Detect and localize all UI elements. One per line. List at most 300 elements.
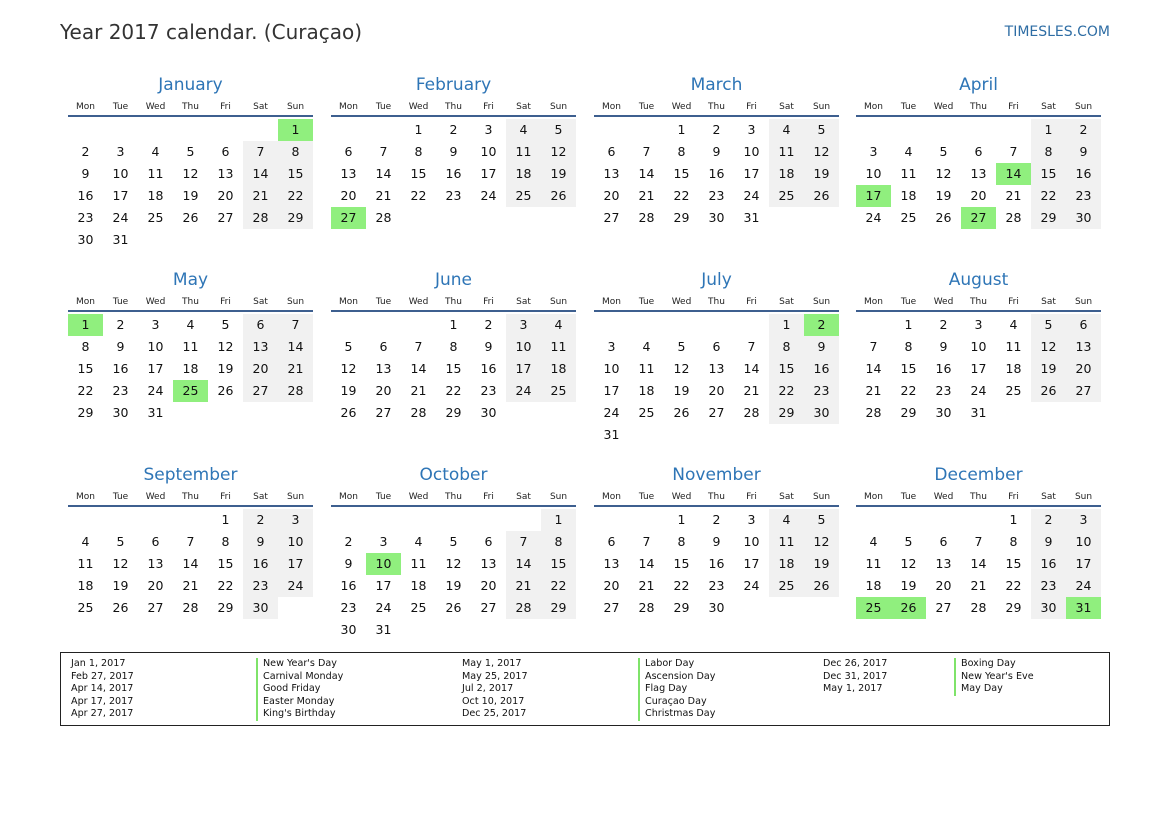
day-cell: 19 [445,578,462,593]
day-cell: 13 [1066,336,1101,358]
weekday-label: Sun [549,492,568,502]
day-cell: 28 [375,210,392,225]
site-link[interactable]: TIMESLES.COM [1004,24,1110,40]
weekday-label: Sun [286,102,305,112]
day-cell: 11 [900,166,917,181]
weekday-label: Fri [746,297,757,307]
day-cell: 9 [484,339,493,354]
holiday-day-cell: 17 [856,185,891,207]
day-cell: 18 [147,188,164,203]
weekday-label: Sat [516,492,531,502]
day-cell: 1 [449,317,458,332]
day-cell: 25 [638,405,655,420]
weekday-header [68,487,313,507]
weekday-label: Sun [549,297,568,307]
day-cell: 6 [221,144,230,159]
day-cell: 23 [708,188,725,203]
weekday-header [856,97,1101,117]
day-cell: 28 [278,380,313,402]
weekday-label: Wed [408,492,429,502]
day-cell: 3 [869,144,878,159]
day-cell: 21 [243,185,278,207]
day-cell: 10 [1066,531,1101,553]
day-cell: 15 [1005,556,1022,571]
weekday-label: Thu [445,297,462,307]
day-cell: 3 [151,317,160,332]
day-cell: 2 [712,512,721,527]
legend-names-col-2 [638,658,715,721]
day-cell: 8 [221,534,230,549]
day-cell: 20 [1066,358,1101,380]
day-cell: 30 [77,232,94,247]
month-title: March [690,75,743,95]
day-cell: 20 [375,383,392,398]
month-december [856,463,1101,619]
day-cell: 12 [182,166,199,181]
holiday-day-cell: 27 [961,207,996,229]
day-cell: 3 [116,144,125,159]
legend-dates-col-2 [462,658,528,721]
day-cell: 15 [77,361,94,376]
day-cell: 8 [81,339,90,354]
weekday-label: Fri [746,102,757,112]
day-cell: 24 [970,383,987,398]
day-cell: 16 [1031,553,1066,575]
day-cell: 29 [278,207,313,229]
day-cell: 9 [449,144,458,159]
holiday-name: Good Friday [256,683,343,696]
weekday-label: Sat [1041,297,1056,307]
day-cell: 15 [769,358,804,380]
month-title: May [172,270,209,290]
day-cell: 2 [712,122,721,137]
day-cell: 17 [375,578,392,593]
day-cell: 9 [344,556,353,571]
day-cell: 18 [769,163,804,185]
day-cell: 23 [480,383,497,398]
day-cell: 30 [1066,207,1101,229]
day-cell: 17 [506,358,541,380]
weekday-label: Mon [602,297,621,307]
day-cell: 3 [278,509,313,531]
day-cell: 17 [970,361,987,376]
day-cell: 6 [484,534,493,549]
day-cell: 12 [804,141,839,163]
day-cell: 2 [243,509,278,531]
day-cell: 23 [340,600,357,615]
day-cell: 7 [506,531,541,553]
day-grid [856,507,1101,619]
day-cell: 13 [935,556,952,571]
holiday-name: Boxing Day [954,658,1034,671]
day-cell: 26 [935,210,952,225]
weekday-label: Thu [708,102,725,112]
day-cell: 18 [638,383,655,398]
month-june [331,268,576,424]
day-cell: 5 [1031,314,1066,336]
day-cell: 23 [77,210,94,225]
month-november [594,463,839,619]
day-cell: 17 [1066,553,1101,575]
holiday-name: King's Birthday [256,708,343,721]
holiday-day-cell: 31 [1066,597,1101,619]
holiday-date: Oct 10, 2017 [462,695,525,707]
day-cell: 22 [278,185,313,207]
day-cell: 22 [445,383,462,398]
weekday-label: Fri [483,492,494,502]
weekday-label: Fri [1008,297,1019,307]
day-cell: 28 [1005,210,1022,225]
weekday-label: Tue [375,102,392,112]
day-cell: 10 [865,166,882,181]
month-august [856,268,1101,424]
day-cell: 13 [480,556,497,571]
holiday-name: May Day [954,683,1034,696]
day-cell: 19 [935,188,952,203]
weekday-header [856,292,1101,312]
day-grid [856,117,1101,229]
weekday-label: Sun [1074,492,1093,502]
day-cell: 29 [769,402,804,424]
holiday-day-cell: 10 [366,553,401,575]
day-cell: 4 [869,534,878,549]
weekday-label: Wed [145,492,166,502]
day-cell: 9 [939,339,948,354]
day-cell: 11 [541,336,576,358]
day-cell: 25 [147,210,164,225]
day-cell: 17 [743,556,760,571]
day-grid [331,117,576,229]
weekday-label: Tue [112,102,129,112]
day-cell: 8 [449,339,458,354]
day-cell: 18 [541,358,576,380]
day-cell: 29 [77,405,94,420]
month-title: November [672,465,761,485]
day-cell: 3 [607,339,616,354]
weekday-label: Thu [970,297,987,307]
day-cell: 1 [541,509,576,531]
weekday-label: Sun [286,297,305,307]
weekday-label: Sat [779,492,794,502]
day-cell: 14 [375,166,392,181]
holiday-date: Feb 27, 2017 [71,670,134,682]
day-cell: 7 [747,339,756,354]
day-cell: 4 [1009,317,1018,332]
weekday-label: Thu [970,492,987,502]
holiday-legend [60,652,1110,726]
day-grid [68,507,313,619]
weekday-label: Tue [900,492,917,502]
weekday-label: Thu [708,492,725,502]
month-title: August [948,270,1009,290]
day-cell: 12 [541,141,576,163]
day-cell: 10 [278,531,313,553]
day-cell: 3 [747,512,756,527]
day-cell: 17 [112,188,129,203]
weekday-label: Wed [671,102,692,112]
day-cell: 13 [217,166,234,181]
day-cell: 24 [506,380,541,402]
day-cell: 25 [769,185,804,207]
weekday-label: Thu [182,297,199,307]
day-cell: 5 [677,339,686,354]
weekday-label: Sun [1074,102,1093,112]
day-cell: 5 [904,534,913,549]
day-cell: 19 [217,361,234,376]
weekday-label: Wed [933,492,954,502]
day-cell: 29 [1031,207,1066,229]
holiday-date: Apr 14, 2017 [71,683,134,695]
day-cell: 11 [1005,339,1022,354]
day-cell: 30 [708,600,725,615]
day-grid [68,117,313,251]
day-cell: 26 [804,575,839,597]
day-cell: 11 [182,339,199,354]
day-cell: 12 [900,556,917,571]
day-cell: 18 [182,361,199,376]
day-cell: 28 [506,597,541,619]
day-cell: 24 [743,188,760,203]
day-cell: 4 [541,314,576,336]
day-cell: 29 [900,405,917,420]
day-cell: 15 [278,163,313,185]
day-cell: 13 [708,361,725,376]
day-cell: 26 [112,600,129,615]
day-cell: 16 [708,556,725,571]
weekday-label: Tue [900,297,917,307]
day-cell: 23 [445,188,462,203]
day-cell: 31 [743,210,760,225]
month-title: October [419,465,488,485]
day-cell: 6 [151,534,160,549]
day-cell: 10 [743,144,760,159]
day-cell: 27 [243,380,278,402]
day-cell: 22 [410,188,427,203]
holiday-date: May 1, 2017 [462,658,522,669]
day-cell: 14 [638,166,655,181]
day-cell: 13 [375,361,392,376]
weekday-label: Wed [408,297,429,307]
month-title: April [959,75,998,95]
day-cell: 13 [340,166,357,181]
day-cell: 24 [147,383,164,398]
holiday-date: Apr 27, 2017 [71,708,134,720]
legend-names-col-1 [256,658,343,721]
day-cell: 22 [673,578,690,593]
day-cell: 4 [186,317,195,332]
month-title: July [701,270,732,290]
day-cell: 18 [410,578,427,593]
day-cell: 26 [217,383,234,398]
day-cell: 8 [541,531,576,553]
day-grid [594,117,839,229]
day-cell: 18 [900,188,917,203]
day-cell: 15 [410,166,427,181]
day-cell: 16 [243,553,278,575]
weekday-header [594,292,839,312]
day-cell: 1 [1009,512,1018,527]
day-cell: 7 [186,534,195,549]
day-cell: 18 [865,578,882,593]
day-grid [856,312,1101,424]
day-cell: 2 [939,317,948,332]
day-cell: 27 [480,600,497,615]
weekday-label: Mon [339,102,358,112]
day-cell: 19 [112,578,129,593]
day-cell: 24 [278,575,313,597]
weekday-label: Fri [1008,492,1019,502]
holiday-name: Labor Day [638,658,715,671]
day-cell: 13 [970,166,987,181]
weekday-label: Fri [483,102,494,112]
day-cell: 14 [970,556,987,571]
day-cell: 9 [804,336,839,358]
day-cell: 16 [1066,163,1101,185]
weekday-label: Thu [445,102,462,112]
day-cell: 8 [278,141,313,163]
day-cell: 26 [182,210,199,225]
day-cell: 21 [743,383,760,398]
weekday-header [68,97,313,117]
day-cell: 9 [1066,141,1101,163]
day-cell: 13 [603,556,620,571]
day-cell: 14 [743,361,760,376]
weekday-header [331,97,576,117]
day-cell: 9 [116,339,125,354]
holiday-name: Christmas Day [638,708,715,721]
weekday-header [594,487,839,507]
day-cell: 29 [673,210,690,225]
weekday-label: Sat [253,297,268,307]
day-cell: 28 [243,207,278,229]
day-cell: 19 [804,553,839,575]
holiday-day-cell: 1 [278,119,313,141]
day-cell: 16 [804,358,839,380]
weekday-label: Sat [1041,492,1056,502]
day-cell: 13 [243,336,278,358]
day-cell: 1 [677,122,686,137]
weekday-header [331,292,576,312]
day-cell: 25 [506,185,541,207]
day-cell: 4 [769,509,804,531]
day-cell: 3 [506,314,541,336]
day-cell: 20 [603,578,620,593]
day-cell: 24 [112,210,129,225]
day-cell: 17 [278,553,313,575]
day-cell: 13 [603,166,620,181]
day-cell: 27 [1066,380,1101,402]
day-cell: 15 [541,553,576,575]
month-january [68,73,313,251]
day-cell: 6 [344,144,353,159]
day-cell: 12 [1031,336,1066,358]
weekday-label: Fri [746,492,757,502]
day-cell: 27 [708,405,725,420]
day-cell: 29 [673,600,690,615]
day-cell: 15 [673,556,690,571]
day-cell: 20 [243,358,278,380]
day-cell: 14 [278,336,313,358]
day-cell: 19 [1031,358,1066,380]
day-cell: 7 [642,144,651,159]
day-cell: 28 [865,405,882,420]
day-cell: 15 [673,166,690,181]
holiday-day-cell: 25 [856,597,891,619]
day-cell: 27 [603,210,620,225]
day-cell: 7 [243,141,278,163]
weekday-label: Mon [602,102,621,112]
day-cell: 30 [243,597,278,619]
day-cell: 11 [638,361,655,376]
day-cell: 16 [708,166,725,181]
day-cell: 4 [769,119,804,141]
day-cell: 7 [974,534,983,549]
holiday-date: Dec 25, 2017 [462,708,527,720]
day-cell: 6 [939,534,948,549]
day-cell: 5 [221,317,230,332]
day-cell: 11 [865,556,882,571]
month-february [331,73,576,229]
day-cell: 21 [1005,188,1022,203]
day-cell: 4 [506,119,541,141]
day-cell: 10 [970,339,987,354]
weekday-label: Wed [145,102,166,112]
day-cell: 14 [410,361,427,376]
holiday-name: New Year's Eve [954,671,1034,684]
day-cell: 23 [112,383,129,398]
day-cell: 24 [865,210,882,225]
day-cell: 31 [375,622,392,637]
holiday-date: May 1, 2017 [823,683,883,695]
weekday-label: Sat [779,297,794,307]
day-cell: 16 [77,188,94,203]
day-cell: 19 [673,383,690,398]
day-cell: 5 [541,119,576,141]
holiday-name: New Year's Day [256,658,343,671]
day-cell: 21 [182,578,199,593]
day-cell: 12 [112,556,129,571]
day-cell: 29 [445,405,462,420]
day-cell: 11 [147,166,164,181]
day-cell: 3 [379,534,388,549]
day-cell: 11 [410,556,427,571]
day-cell: 9 [1031,531,1066,553]
day-cell: 27 [603,600,620,615]
weekday-label: Fri [220,492,231,502]
month-march [594,73,839,229]
weekday-label: Tue [112,492,129,502]
weekday-label: Sat [779,102,794,112]
day-cell: 23 [1066,185,1101,207]
weekday-label: Fri [1008,102,1019,112]
day-cell: 25 [900,210,917,225]
day-cell: 4 [904,144,913,159]
day-cell: 21 [278,358,313,380]
day-cell: 16 [340,578,357,593]
month-september [68,463,313,619]
day-cell: 27 [217,210,234,225]
day-cell: 2 [116,317,125,332]
day-cell: 12 [673,361,690,376]
holiday-day-cell: 26 [891,597,926,619]
day-cell: 5 [939,144,948,159]
month-title: June [434,270,473,290]
day-cell: 6 [974,144,983,159]
day-cell: 8 [904,339,913,354]
weekday-label: Sat [516,102,531,112]
day-cell: 7 [379,144,388,159]
month-october [331,463,576,641]
